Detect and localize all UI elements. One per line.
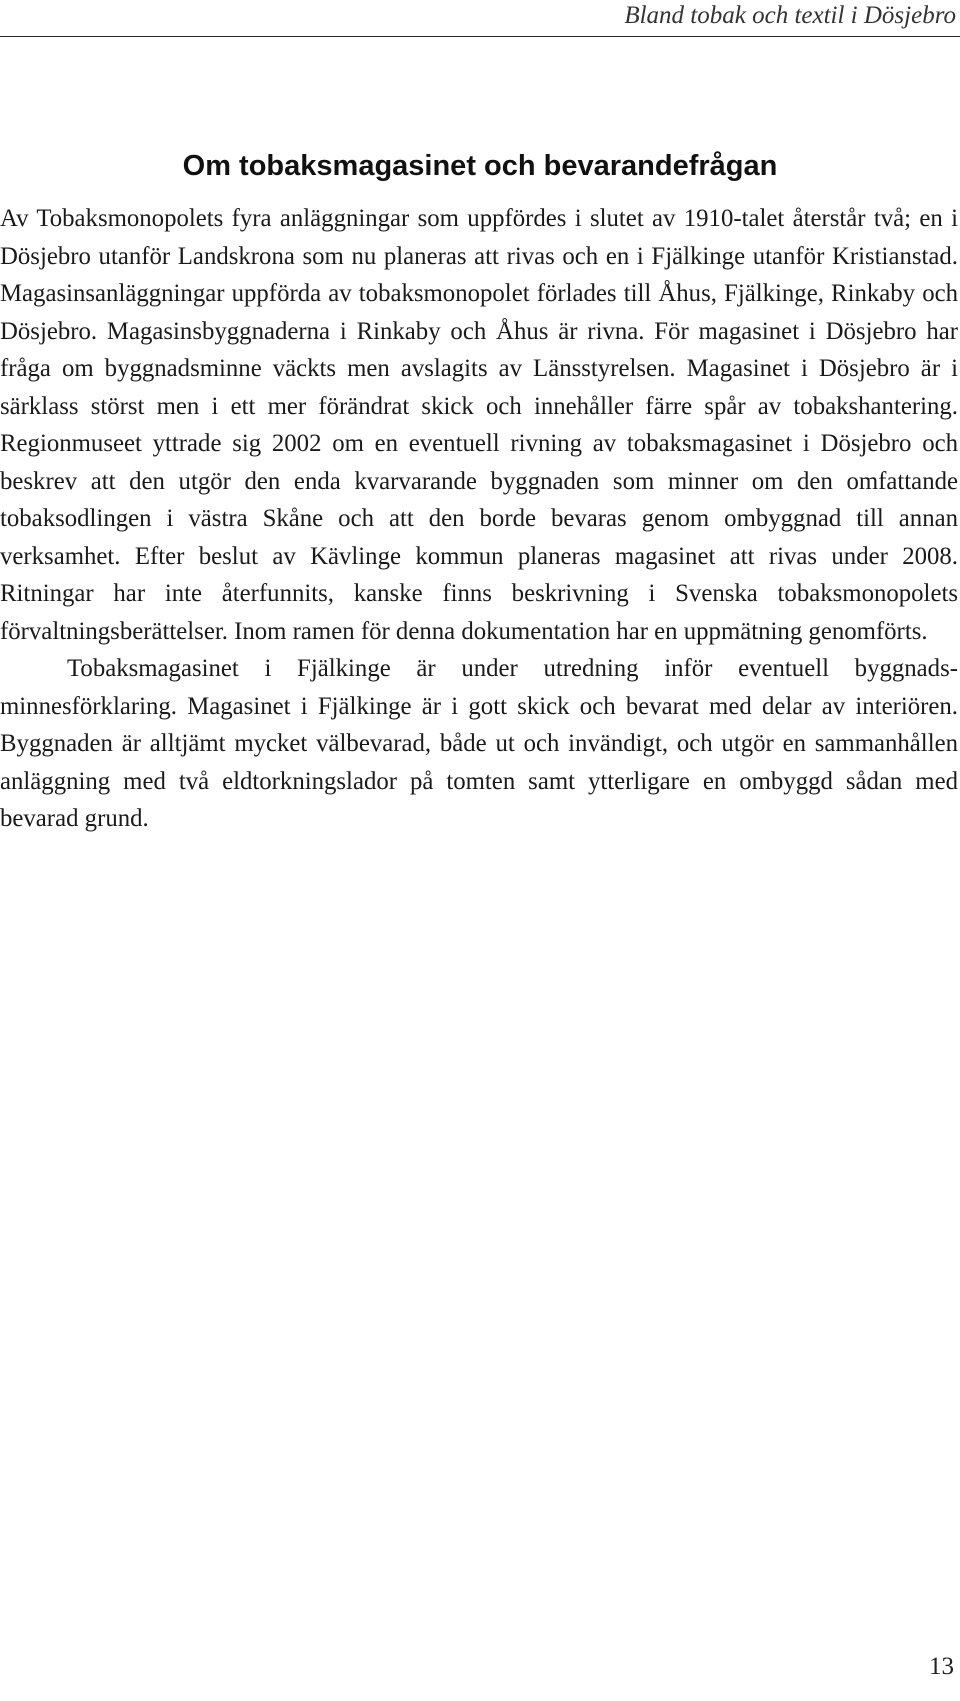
paragraph: Av Tobaksmonopolets fyra anläggningar som uppfördes i slutet av 1910-talet återstår två; en i Dösjebro utanför Landskrona som nu planeras att rivas och en i Fjälkinge utanför Kristianstad. Magasinsanläggningar uppförda av tobaksmonopolet förlades till Åhus, Fjälkinge, Rinkaby och Dösjebro. Magasinsbyggnaderna i Rinkaby och Åhus är rivna. För magasinet i Dösjebro har fråga om byggnadsminne väckts men avslagits av Länsstyrelsen. Magasinet i Dösjebro är i särklass störst men i ett mer förändrat skick och innehåller färre spår av tobakshantering. Regionmuseet yttrade sig 2002 om en eventuell rivning av tobaksmagasinet i Dösjebro och beskrev att den utgör den enda kvarvarande byggnaden som minner om den omfattande tobaksodlingen i västra Skåne och att den borde bevaras genom ombyggnad till annan verksamhet. Efter beslut av Kävlinge kommun planeras magasinet att rivas under 2008. Ritningar har inte återfunnits, kanske finns beskrivning i Svenska tobaksmonopolets förvaltningsberättelser. Inom ramen för denna dokumentation har en uppmätning genomförts. [0,205,958,645]
running-header [0,0,960,37]
paragraph: Tobaksmagasinet i Fjälkinge är under utredning inför eventuell byggnadsminnesförklaring. Magasinet i Fjälkinge är i gott skick och bevarat med delar av interiören. Byggnaden är alltjämt mycket välbevarad, både ut och invändigt, och utgör en sammanhållen anläggning med två eldtorkningslador på tomten samt ytterligare en ombyggd sådan med bevarad grund. [0,655,958,832]
body-text [0,200,958,838]
section-title: Om tobaksmagasinet och bevarandefrågan [182,150,778,182]
running-header-title: Bland tobak och textil i Dösjebro [624,2,956,29]
page-number: 13 [929,1653,954,1680]
